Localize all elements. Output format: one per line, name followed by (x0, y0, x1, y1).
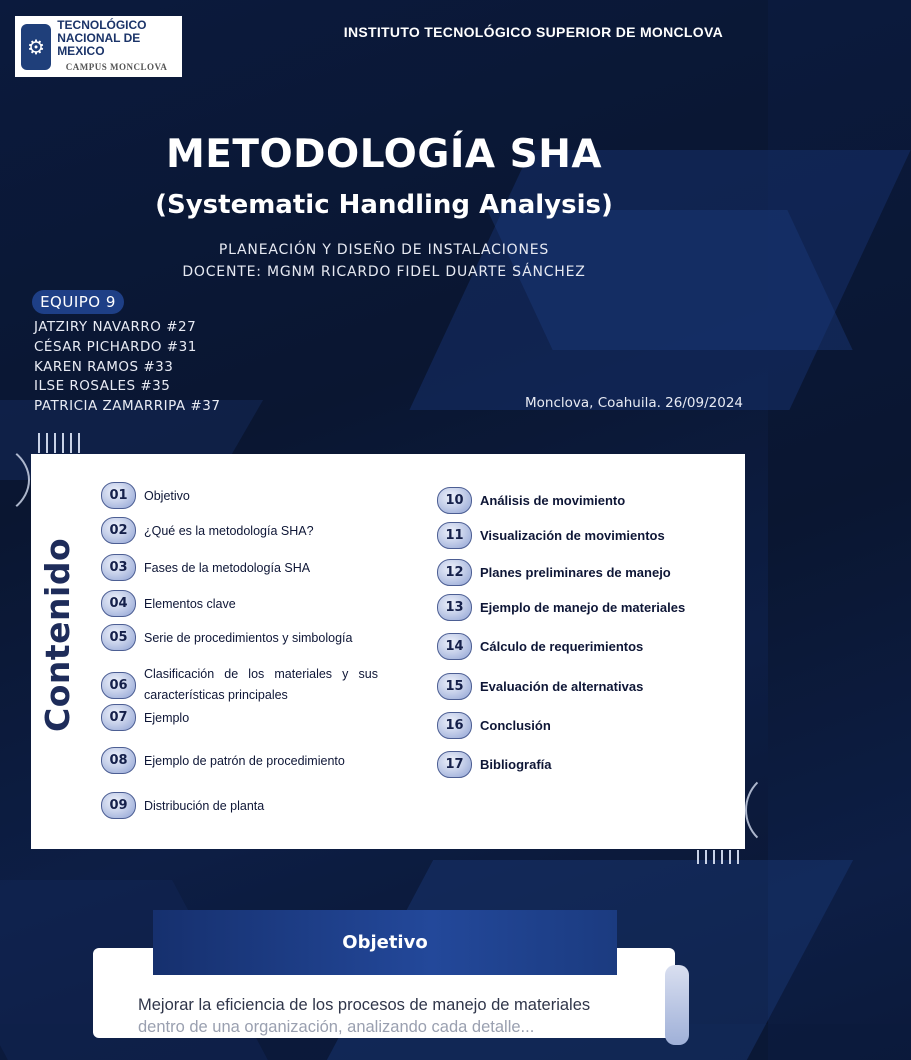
toc-item[interactable] (101, 704, 189, 731)
toc-number: 14 (437, 633, 472, 660)
toc-number: 07 (101, 704, 136, 731)
toc-number: 11 (437, 522, 472, 549)
toc-label: Conclusión (480, 718, 551, 733)
toc-item[interactable] (101, 664, 378, 706)
contents-heading-text: Contenido (38, 537, 77, 732)
toc-item[interactable] (101, 624, 352, 651)
toc-number: 06 (101, 672, 136, 699)
member-name: CÉSAR PICHARDO #31 (34, 338, 197, 355)
toc-item[interactable] (437, 673, 643, 700)
decorative-lines (697, 850, 739, 864)
objective-text (138, 994, 638, 1038)
toc-item[interactable] (101, 482, 190, 509)
toc-label: Ejemplo de manejo de materiales (480, 600, 686, 615)
logo-text (57, 19, 176, 74)
toc-number: 10 (437, 487, 472, 514)
toc-label: ¿Qué es la metodología SHA? (144, 523, 314, 538)
toc-number: 16 (437, 712, 472, 739)
toc-item[interactable] (101, 517, 314, 544)
toc-label: Ejemplo de patrón de procedimiento (144, 753, 345, 768)
objective-heading: Objetivo (153, 910, 617, 975)
toc-label: Clasificación de los materiales y sus características principales (144, 667, 378, 702)
member-name: ILSE ROSALES #35 (34, 378, 171, 395)
toc-label: Planes preliminares de manejo (480, 565, 671, 580)
logo-campus: CAMPUS MONCLOVA (65, 62, 168, 72)
toc-label: Análisis de movimiento (480, 493, 626, 508)
toc-item[interactable] (437, 751, 552, 778)
toc-label: Bibliografía (480, 757, 552, 772)
place-date: Monclova, Coahuila. 26/09/2024 (525, 395, 743, 411)
toc-label: Evaluación de alternativas (480, 679, 644, 694)
teacher-name: DOCENTE: MGNM RICARDO FIDEL DUARTE SÁNCHEZ (182, 264, 586, 280)
team-members (34, 318, 220, 417)
toc-item[interactable] (437, 487, 625, 514)
toc-item[interactable] (101, 747, 345, 774)
toc-number: 12 (437, 559, 472, 586)
decorative-arc (745, 770, 825, 850)
course-name: PLANEACIÓN Y DISEÑO DE INSTALACIONES (218, 242, 550, 258)
member-name: PATRICIA ZAMARRIPA #37 (34, 398, 221, 415)
toc-label: Visualización de movimientos (480, 528, 665, 543)
logo-line2: NACIONAL DE MEXICO (57, 31, 141, 58)
toc-number: 05 (101, 624, 136, 651)
toc-label: Objetivo (144, 488, 190, 503)
objective-card-edge (665, 965, 689, 1045)
tecnm-emblem-icon: ⚙ (21, 24, 51, 70)
toc-number: 01 (101, 482, 136, 509)
toc-item[interactable] (437, 594, 685, 621)
toc-label: Elementos clave (144, 596, 236, 611)
toc-number: 08 (101, 747, 136, 774)
page-subtitle: (Systematic Handling Analysis) (155, 190, 613, 220)
toc-label: Distribución de planta (144, 798, 265, 813)
toc-label: Fases de la metodología SHA (144, 560, 311, 575)
toc-label: Cálculo de requerimientos (480, 639, 644, 654)
member-name: KAREN RAMOS #33 (34, 358, 174, 375)
objective-text-line: dentro de una organización, analizando cada detalle... (138, 1018, 535, 1036)
institute-name: INSTITUTO TECNOLÓGICO SUPERIOR DE MONCLOVA (343, 24, 723, 40)
toc-number: 02 (101, 517, 136, 544)
toc-label: Ejemplo (144, 710, 190, 725)
team-badge: EQUIPO 9 (32, 290, 124, 314)
toc-item[interactable] (437, 559, 671, 586)
toc-item[interactable] (101, 554, 310, 581)
decorative-lines (38, 433, 80, 453)
objective-text-line: Mejorar la eficiencia de los procesos de manejo de materiales (138, 996, 591, 1014)
toc-number: 15 (437, 673, 472, 700)
toc-number: 03 (101, 554, 136, 581)
toc-number: 09 (101, 792, 136, 819)
toc-number: 13 (437, 594, 472, 621)
toc-item[interactable] (101, 590, 236, 617)
logo-line1: TECNOLÓGICO (57, 18, 147, 32)
toc-number: 04 (101, 590, 136, 617)
member-name: JATZIRY NAVARRO #27 (34, 319, 197, 335)
toc-item[interactable] (437, 712, 551, 739)
tecnm-logo (15, 16, 182, 77)
toc-item[interactable] (437, 522, 665, 549)
toc-item[interactable] (101, 792, 264, 819)
toc-number: 17 (437, 751, 472, 778)
toc-item[interactable] (437, 633, 643, 660)
toc-label: Serie de procedimientos y simbología (144, 630, 353, 645)
page-title: METODOLOGÍA SHA (165, 132, 603, 177)
